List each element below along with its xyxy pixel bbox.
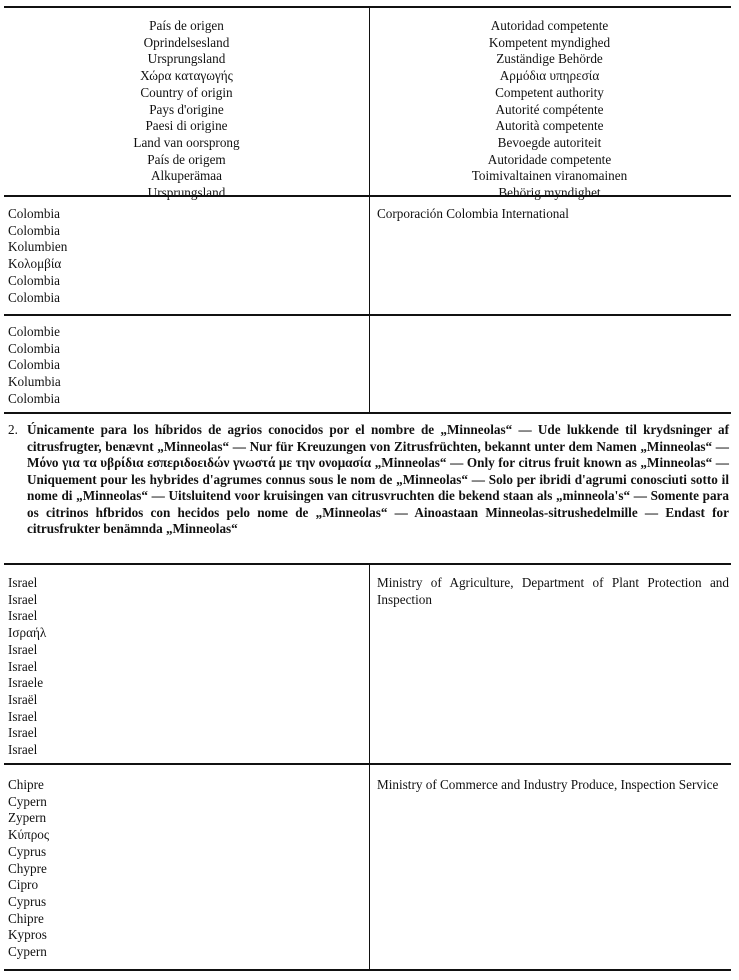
country-name: Israel xyxy=(8,658,38,674)
table-rule-colombia-b-bottom xyxy=(4,412,731,414)
header-authority-label: Toimivaltainen viranomainen xyxy=(471,168,628,184)
header-authority-label: Autorità competente xyxy=(495,118,604,134)
country-name: Cipro xyxy=(8,877,39,893)
minneolas-note xyxy=(8,422,729,538)
header-country-label: Pays d'origine xyxy=(149,101,224,117)
country-name: Kypros xyxy=(8,927,47,943)
column-divider-lower xyxy=(369,564,370,970)
country-name: Colombia xyxy=(8,289,61,305)
country-name: Colombia xyxy=(8,272,61,288)
country-name: Israel xyxy=(8,591,38,607)
country-name: Israel xyxy=(8,708,38,724)
table-rule-bottom xyxy=(4,969,731,971)
header-authority-label: Bevoegde autoriteit xyxy=(497,134,602,150)
country-name: Colombia xyxy=(8,390,61,406)
country-names-colombia-a xyxy=(4,206,369,306)
header-authority-label: Competent authority xyxy=(495,84,604,100)
header-country-label: Paesi di origine xyxy=(145,118,228,134)
table-rule-note-bottom xyxy=(4,563,731,565)
header-authority-label: Kompetent myndighed xyxy=(488,34,611,50)
country-names-israel xyxy=(4,575,369,759)
country-name: Israël xyxy=(8,691,38,707)
country-name: Colombia xyxy=(8,206,61,221)
country-name: Cyprus xyxy=(8,843,47,859)
country-name: Chipre xyxy=(8,777,44,792)
authority-israel: Ministry of Agriculture, Department of Plant Protection and Inspection xyxy=(377,575,729,607)
country-name: Cypern xyxy=(8,944,47,960)
country-names-cyprus xyxy=(4,777,369,961)
table-rule-top xyxy=(4,6,731,8)
note-text: Únicamente para los híbridos de agrios conocidos por el nombre de „Minneolas“ — Ude lukkende til krydsninger af citrusfrugter, benævnt „Minneolas“ — Nur für Kreuzungen von Zitrusfrüchten, bekannt unter dem Namen „Minneolas“ — Μόνο για τα υβρίδια εσπεριδοειδών γνωστά με την ονομασία „Minneolas“ — Only for citrus fruit known as „Minneolas“ — Uniquement pour les hybrides d'agrumes connus sous le nom de „Minneolas“ — Solo per ibridi d'agrumi conosciuti sotto il nome di „Minneolas“ — Uitsluitend voor kruisingen van citrusvruchten die bekend staan als „minneola's“ — Somente para os citrinos hfbridos con hecidos pelo nome de „Minneolas“ — Ainoastaan Minneolas-sitrushedelmille — Endast for citrusfrukter benämnda „Minneolas“ xyxy=(27,422,729,536)
header-authority-label: Behörig myndighet xyxy=(498,185,601,201)
header-authority-label: Zuständige Behörde xyxy=(496,51,603,67)
country-name: Colombia xyxy=(8,222,61,238)
country-name: Israel xyxy=(8,641,38,657)
authority-colombia: Corporación Colombia International xyxy=(377,206,569,221)
table-rule-colombia-a-bottom xyxy=(4,314,731,316)
country-name: Israel xyxy=(8,725,38,741)
country-name: Colombia xyxy=(8,340,61,356)
header-country-label: Country of origin xyxy=(140,84,233,100)
country-name: Kolumbia xyxy=(8,374,61,390)
country-name: Chipre xyxy=(8,910,44,926)
header-authority-label: Autoridad competente xyxy=(490,18,609,33)
header-country-of-origin xyxy=(4,18,369,202)
header-authority-label: Αρμόδια υπηρεσία xyxy=(499,68,600,84)
authority-cyprus: Ministry of Commerce and Industry Produce, Inspection Service xyxy=(377,777,719,792)
country-name: Israele xyxy=(8,675,44,691)
header-country-label: Χώρα καταγωγής xyxy=(140,68,233,84)
header-country-label: Ursprungsland xyxy=(147,51,226,67)
table-rule-israel-bottom xyxy=(4,763,731,765)
country-name: Κολομβία xyxy=(8,256,62,272)
country-name: Israel xyxy=(8,608,38,624)
country-name: Chypre xyxy=(8,860,47,876)
header-country-label: Oprindelsesland xyxy=(143,34,230,50)
header-country-label: País de origen xyxy=(149,18,224,33)
header-competent-authority xyxy=(370,18,731,202)
country-name: Israel xyxy=(8,575,38,590)
country-name: Kolumbien xyxy=(8,239,68,255)
country-name: Israel xyxy=(8,742,38,758)
country-name: Cypern xyxy=(8,793,47,809)
country-name: Κύπρος xyxy=(8,827,50,843)
country-name: Zypern xyxy=(8,810,47,826)
header-authority-label: Autorité compétente xyxy=(495,101,604,117)
header-country-label: Land van oorsprong xyxy=(133,134,240,150)
country-names-colombia-b xyxy=(4,324,369,408)
country-name: Cyprus xyxy=(8,893,47,909)
header-authority-label: Autoridade competente xyxy=(487,151,612,167)
header-country-label: Ursprungsland xyxy=(147,185,226,201)
country-name: Ισραήλ xyxy=(8,625,47,641)
country-name: Colombie xyxy=(8,324,61,339)
header-country-label: País de origem xyxy=(147,151,226,167)
note-number: 2. xyxy=(8,422,18,437)
country-name: Colombia xyxy=(8,357,61,373)
header-country-label: Alkuperämaa xyxy=(150,168,223,184)
